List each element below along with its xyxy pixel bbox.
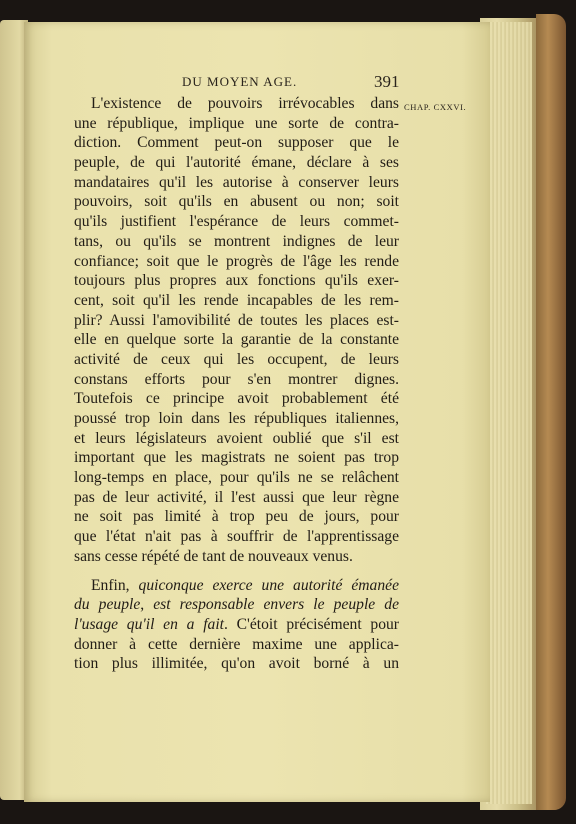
page-number: 391 <box>374 72 400 91</box>
text-line: diction. Comment peut-on supposer que le <box>74 134 399 152</box>
text-line: elle en quelque sorte la garantie de la constante <box>74 331 399 349</box>
text-line: activité de ceux qui les occupent, de leurs <box>74 350 399 368</box>
text-line: toujours plus propres aux fonctions qu'ils exer- <box>74 272 399 290</box>
text-line: constans efforts pour s'en montrer dignes. <box>74 370 399 388</box>
text-line: important que les magistrats ne soient pas trop <box>74 449 399 467</box>
text-run: , <box>140 596 154 614</box>
italic-text: l'usage qu'il en a fait <box>74 615 224 633</box>
text-line: donner à cette dernière maxime une applica- <box>74 635 399 653</box>
running-title: DU MOYEN AGE. <box>182 74 298 89</box>
chapter-margin-note: CHAP. CXXVI. <box>404 102 467 112</box>
text-line: plir? Aussi l'amovibilité de toutes les places est- <box>74 311 399 329</box>
text-line: qu'ils justifient l'espérance de leurs commet- <box>74 213 399 231</box>
text-line: tion plus illimitée, qu'on avoit borné à un <box>74 655 399 673</box>
book-cover-edge <box>536 14 566 810</box>
italic-text: est responsable envers le peuple de <box>153 596 399 614</box>
text-line: ne soit pas limité à trop peu de jours, pour <box>74 508 399 526</box>
text-line: une république, implique une sorte de contra- <box>74 114 399 132</box>
page-stack <box>486 22 532 804</box>
text-line: pouvoirs, soit qu'ils en abusent ou non; soit <box>74 193 399 211</box>
text-line <box>74 576 399 596</box>
text-line: L'existence de pouvoirs irrévocables dans <box>91 95 399 112</box>
text-line: Toutefois ce principe avoit probablement été <box>74 390 399 408</box>
text-line: mandataires qu'il les autorise à conserver leurs <box>74 173 399 191</box>
text-line: pas de leur activité, il l'est aussi que leur règne <box>74 488 399 506</box>
text-line: long-temps en place, pour qu'ils ne se relâchent <box>74 469 399 487</box>
text-line: cent, soit qu'il les rende incapables de les rem- <box>74 291 399 309</box>
italic-text: quiconque exerce une autorité émanée <box>138 576 399 594</box>
text-line: peuple, de qui l'autorité émane, déclare à ses <box>74 154 399 172</box>
text-line: et leurs législateurs avoient oublié que s'il est <box>74 429 399 447</box>
text-line: tans, ou qu'ils se montrent indignes de leur <box>74 232 399 250</box>
text-line: poussé trop loin dans les républiques italiennes, <box>74 410 399 427</box>
text-line <box>74 595 399 615</box>
text-line: confiance; soit que le progrès de l'âge les rende <box>74 252 399 270</box>
body-text <box>74 94 399 674</box>
text-line <box>74 615 399 635</box>
text-line: que l'état n'ait pas à souffrir de l'apprentissage <box>74 528 399 546</box>
text-run: . C'étoit précisément pour <box>223 615 399 633</box>
text-line: sans cesse répété de tant de nouveaux venus. <box>74 547 353 565</box>
italic-text: du peuple <box>74 596 141 614</box>
text-run: Enfin, <box>91 576 139 594</box>
